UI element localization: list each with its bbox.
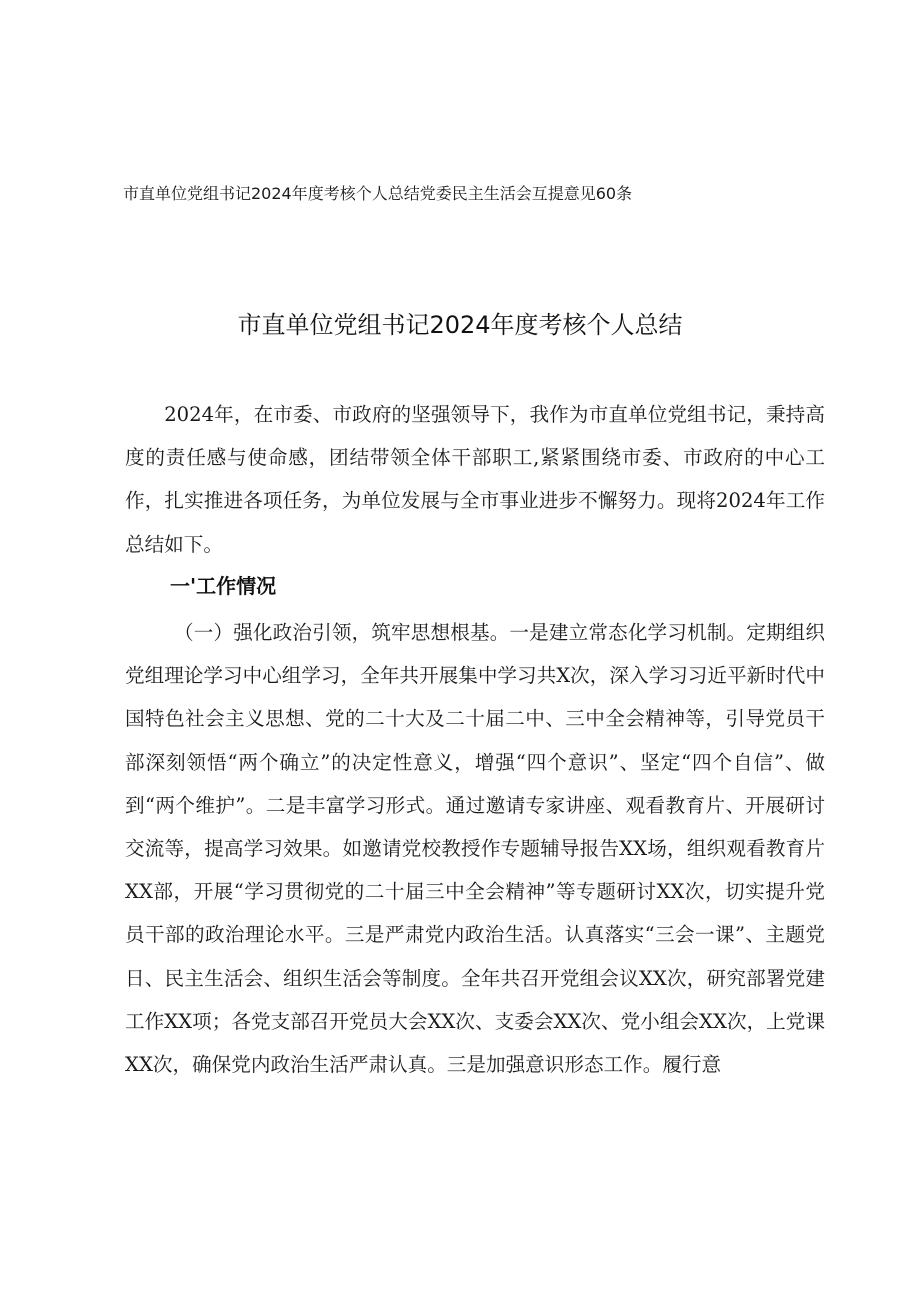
intro-paragraph: 2024年，在市委、市政府的坚强领导下，我作为市直单位党组书记，秉持高度的责任感与使命感，团结带领全体干部职工,紧紧围绕市委、市政府的中心工作，扎实推进各项任务，为单位发展与全市事业进步不懈努力。现将2024年工作总结如下。 [125,403,825,556]
document-header-line: 市直单位党组书记2024年度考核个人总结党委民主生活会互提意见60条 [123,184,633,203]
section-heading: 一'工作情况 [170,574,277,598]
document-title: 市直单位党组书记2024年度考核个人总结 [237,311,683,339]
section-paragraph: （一）强化政治引领，筑牢思想根基。一是建立常态化学习机制。定期组织党组理论学习中心组学习，全年共开展集中学习共X次，深入学习习近平新时代中国特色社会主义思想、党的二十大及二十届二中、三中全会精神等，引导党员干部深刻领悟“两个确立”的决定性意义，增强“四个意识”、坚定“四个自信”、做到“两个维护”。二是丰富学习形式。通过邀请专家讲座、观看教育片、开展研讨交流等，提高学习效果。如邀请党校教授作专题辅导报告XX场，组织观看教育片XX部，开展“学习贯彻党的二十届三中全会精神”等专题研讨XX次，切实提升党员干部的政治理论水平。三是严肃党内政治生活。认真落实“三会一课”、主题党日、民主生活会、组织生活会等制度。全年共召开党组会议XX次，研究部署党建工作XX项；各党支部召开党员大会XX次、支委会XX次、党小组会XX次，上党课XX次，确保党内政治生活严肃认真。三是加强意识形态工作。履行意 [125,621,825,1077]
